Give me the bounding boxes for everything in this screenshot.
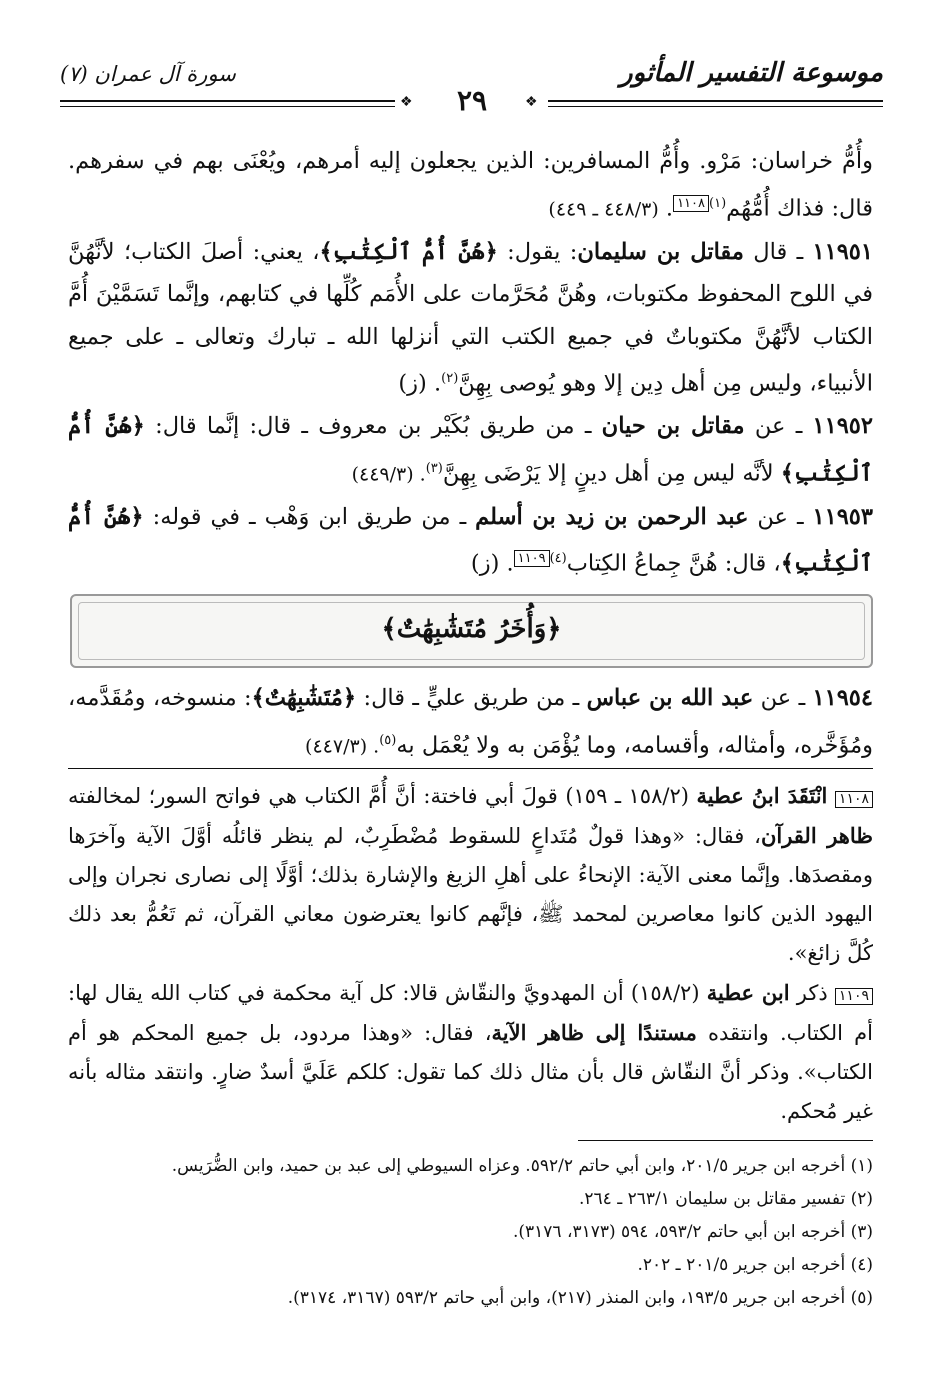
volume-ref: . (٤٤٧/٣) (305, 735, 380, 757)
narrator-name: مقاتل بن حيان (601, 413, 745, 439)
entry-number: ١١٩٥١ (812, 238, 873, 265)
narrator-name: مقاتل بن سليمان (577, 238, 744, 265)
entry-text: ـ من طريق عليٍّ ـ قال: (356, 685, 587, 711)
commentary-text: ، فقال: «وهذا قولٌ مُتَداعٍ للسقوط مُضْطَرِبٌ، لم ينظر قائلُه أوَّلَ الآية وآخرَها ومقصدَها. وإنَّما معنى الآية: الإنحاءُ على أهلِ الزيغ والإشارة بذلك؛ أوَّلًا إلى نصارى نجران وإلى اليهود الذين كانوا معاصرين لمحمد ﷺ، فإنَّهم كانوا يعترضون معاني القرآن، ثم تَعُمُّ بعد ذلك كُلَّ زائغ». (68, 824, 873, 965)
commentary-ref-box: ١١٠٩ (514, 550, 550, 567)
footnote-marker: (٤) (549, 551, 567, 566)
footnote: (١) أخرجه ابن جرير ٢٠١/٥، وابن أبي حاتم ٥٩٢/٢. وعزاه السيوطي إلى عبد بن حميد، وابن الضُّرَيس. (171, 1156, 873, 1176)
entry-text: ـ قال (743, 238, 813, 265)
commentary-text: ذكر (789, 981, 835, 1005)
commentary-ref-box: ١١٠٨ (673, 195, 709, 212)
commentary-bold: ظاهر القرآن (760, 823, 873, 848)
page-number: ٢٩ (456, 84, 488, 117)
section-heading: ﴿وَأُخَرُ مُتَشَٰبِهَٰتٌ﴾ (381, 614, 562, 644)
quran-quote: ﴿هُنَّ أُمُّ ٱلْكِتَٰبِ﴾ (68, 503, 873, 577)
footnotes (68, 1150, 873, 1315)
footnote-divider (578, 1140, 873, 1141)
commentary-1108 (68, 776, 873, 973)
header-rule-right (548, 100, 883, 107)
quran-quote: ﴿هُنَّ أُمُّ ٱلْكِتَٰبِ﴾ (319, 238, 498, 265)
surah-label: سورة آل عمران (٧) (60, 62, 236, 86)
paragraph-continuation (68, 140, 873, 231)
entry-text: ـ من طريق ابن وَهْب ـ في قوله: (143, 503, 476, 530)
section-heading-box (70, 594, 873, 668)
commentary-divider (68, 768, 873, 769)
entry-text: : منسوخه، ومُقَدَّمه، ومُؤَخَّره، وأمثاله، وأقسامه، وما يُؤْمَن به ولا يُعْمَل به (68, 685, 873, 758)
volume-ref: . (٤٤٩/٣) (351, 463, 426, 485)
punct: . (665, 195, 674, 221)
entry-text: : يقول: (497, 238, 578, 265)
entry-text: ـ من طريق بُكَيْر بن معروف ـ قال: إنَّما قال: (144, 413, 602, 439)
commentary-bold: ابن عطية (706, 980, 790, 1005)
entry-text: ـ عن (748, 503, 813, 530)
commentary-number-box: ١١٠٩ (835, 988, 873, 1005)
main-text (68, 140, 873, 585)
commentary-block (68, 776, 873, 1131)
entry-number: ١١٩٥٢ (812, 413, 873, 439)
text-line: وأُمُّ خراسان: مَرْو. وأُمُّ المسافرين: الذين يجعلون إليه أمرهم، ويُعْنَى بهم في (153, 148, 873, 174)
footnote-marker: (١) (709, 195, 727, 211)
book-title: موسوعة التفسير المأثور (620, 58, 883, 88)
ornament-icon: ❖ (400, 94, 413, 110)
commentary-bold: مستندًا إلى ظاهر الآية (491, 1020, 697, 1045)
entry-11952 (68, 405, 873, 496)
entry-end: . (ز) (470, 550, 514, 577)
entry-end: . (ز) (398, 370, 442, 397)
footnote: (٥) أخرجه ابن جرير ١٩٣/٥، وابن المنذر (٢١٧)، وابن أبي حاتم ٥٩٣/٢ (٣١٦٧، ٣١٧٤). (287, 1288, 873, 1308)
entry-11951 (68, 231, 873, 406)
footnote-marker: (٢) (441, 371, 459, 386)
entry-11954 (68, 677, 873, 768)
entry-11953 (68, 496, 873, 586)
commentary-text: (١٥٨/٢ ـ ١٥٩) قولَ أبي فاختة: أنَّ أُمَّ الكتاب هي فواتح السور؛ لمخالفته (68, 784, 697, 808)
footnote: (٤) أخرجه ابن جرير ٢٠١/٥ ـ ٢٠٢. (637, 1255, 873, 1275)
volume-ref: (٤٤٨/٣ ـ ٤٤٩) (548, 198, 659, 220)
footnote-marker: (٣) (425, 460, 443, 476)
narrator-name: عبد الرحمن بن زيد بن أسلم (475, 503, 749, 530)
entry-text: ـ عن (744, 413, 813, 439)
ornament-icon: ❖ (525, 94, 538, 110)
narrator-name: عبد الله بن عباس (586, 685, 754, 711)
footnote: (٢) تفسير مقاتل بن سليمان ٢٦٣/١ ـ ٢٦٤. (579, 1189, 873, 1209)
commentary-text: (١٥٨/٢) أن المهدويَّ والنقّاش قالا: كل آية محكمة في كتاب الله يقال لها: أم الكتاب. وانتقده (68, 981, 873, 1045)
entry-text: ، يعني: أصلَ الكتاب؛ لأنَّهُنَّ في اللوح المحفوظ مكتوبات، وهُنَّ مُحَرَّمات على الأُمَم كُلِّها في كتابهم، وإنَّما تَسَمَّيْنَ أُمَّ الكتاب لأنَّهُنَّ مكتوباتٌ في جميع الكتب التي أنزلها الله ـ تبارك وتعالى ـ على جميع الأنبياء، وليس مِن أهل دِين إلا وهو يُوصى بِهِنَّ (68, 238, 873, 397)
quran-quote: ﴿هُنَّ أُمُّ ٱلْكِتَٰبِ﴾ (68, 413, 873, 486)
entry-number: ١١٩٥٤ (812, 685, 873, 711)
entry-text: ، قال: هُنَّ جِماعُ الكِتاب (566, 550, 781, 577)
main-text-after-heading (68, 677, 873, 768)
entry-text: لأنَّه ليس مِن أهل دينٍ إلا يَرْضَى بِهِنَّ (442, 460, 781, 486)
footnote: (٣) أخرجه ابن أبي حاتم ٥٩٣/٢، ٥٩٤ (٣١٧٣، ٣١٧٦). (512, 1222, 873, 1242)
header-rule-left (60, 100, 395, 107)
commentary-1109 (68, 973, 873, 1131)
commentary-bold: انْتَقَدَ ابنُ عطية (696, 783, 828, 808)
footnote-marker: (٥) (379, 732, 397, 748)
entry-number: ١١٩٥٣ (812, 503, 873, 530)
quran-quote: ﴿مُتَشَٰبِهَٰتٌ﴾ (251, 685, 357, 711)
entry-text: ـ عن (753, 685, 813, 711)
commentary-text: ، فقال: «وهذا مردود، بل جميع المحكم هو أم الكتاب». وذكر أنَّ النقّاش قال بأن مثال ذلك كما تقول: كلكم عَلَيَّ أسدٌ ضارٍ. وانتقد مثاله بأنه غير مُحكم. (68, 1021, 873, 1123)
text-line: سفرهم. قال: فذاك أُمُّهُم (68, 148, 873, 221)
commentary-number-box: ١١٠٨ (835, 791, 873, 808)
